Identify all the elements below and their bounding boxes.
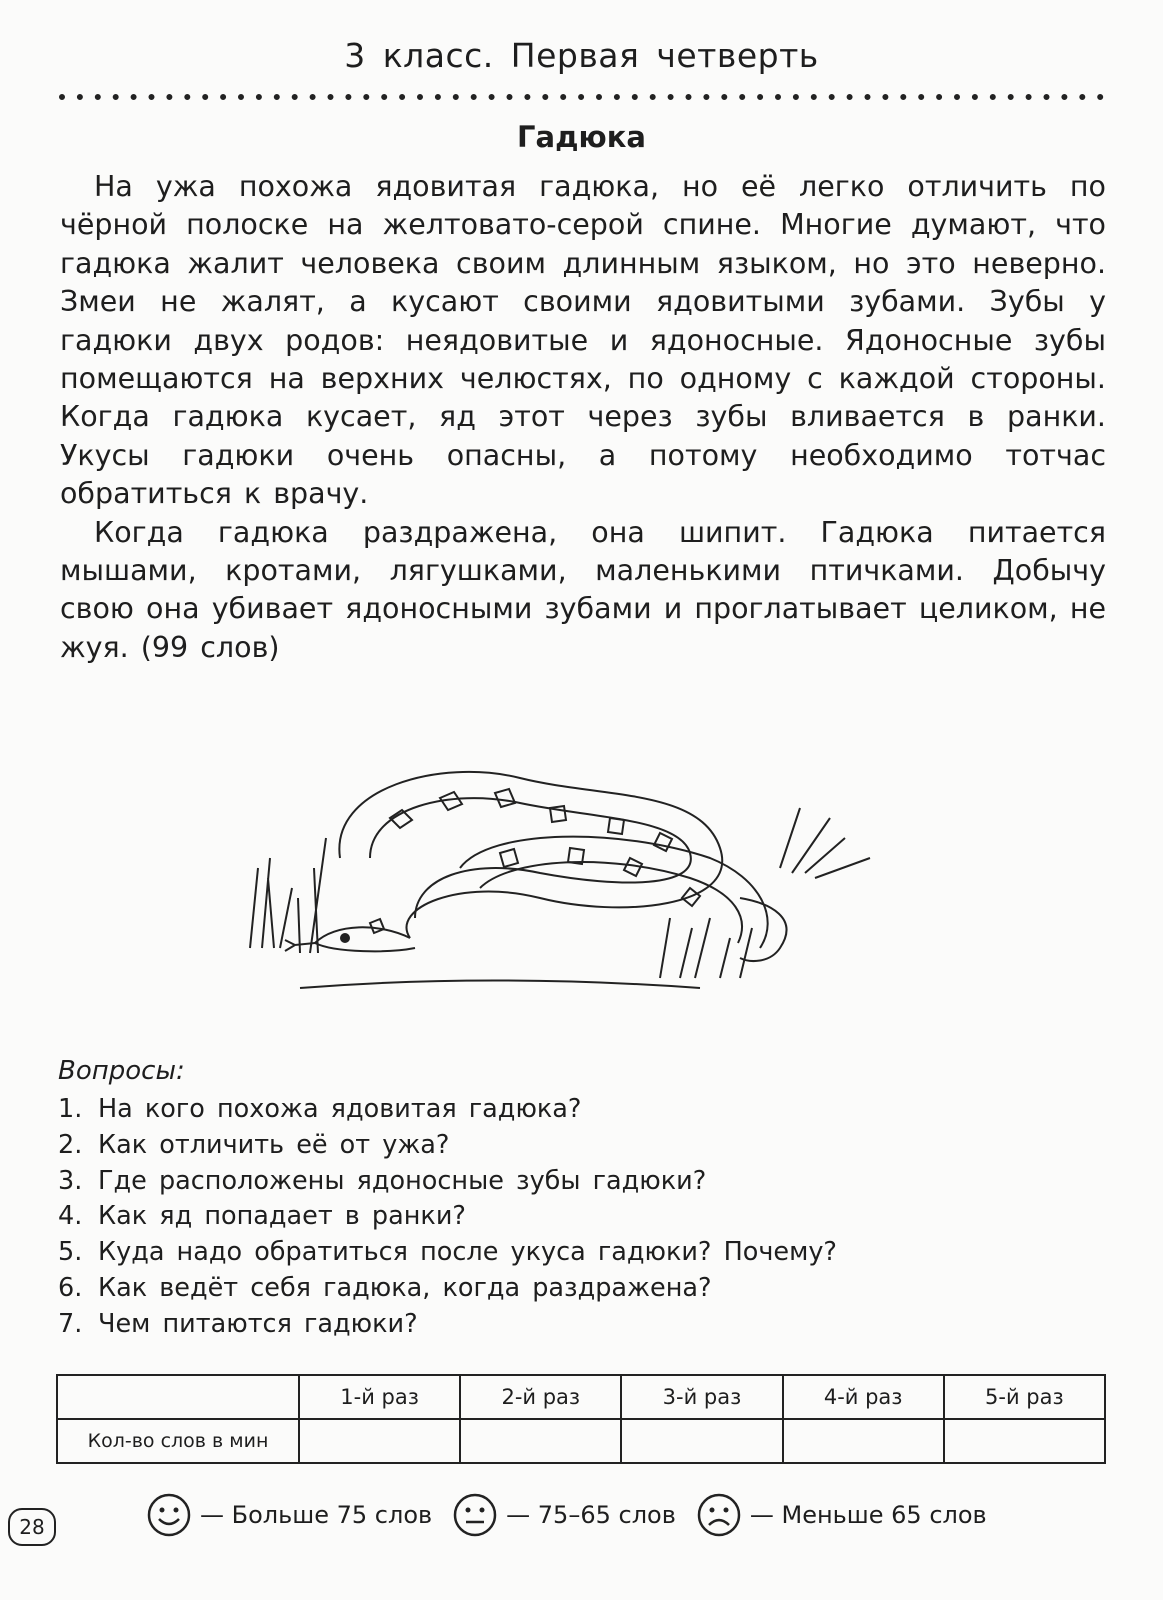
- questions-list: [58, 1092, 837, 1343]
- table-header-cell: 5-й раз: [944, 1375, 1105, 1419]
- table-header-cell: [57, 1375, 299, 1419]
- table-cell[interactable]: [621, 1419, 782, 1463]
- page-header: 3 класс. Первая четверть: [344, 36, 819, 75]
- table-row: [57, 1419, 1105, 1463]
- question-item: [58, 1307, 837, 1343]
- neutral-face-icon: [452, 1492, 498, 1538]
- reading-speed-table: [56, 1374, 1106, 1464]
- table-row-label: Кол-во слов в мин: [57, 1419, 299, 1463]
- legend-text: — Больше 75 слов: [200, 1501, 433, 1529]
- question-number: 7.: [58, 1308, 83, 1339]
- legend-text: — Меньше 65 слов: [749, 1501, 987, 1529]
- legend-item: [696, 1492, 987, 1538]
- story-paragraph-2: Когда гадюка раздражена, она шипит. Гадюка питается мышами, кротами, лягушками, маленькими птичками. Добычу свою она убивает ядоносными зубами и проглатывает целиком, не жуя. (99 слов): [60, 515, 1106, 664]
- table-header-cell: 1-й раз: [299, 1375, 460, 1419]
- question-number: 2.: [58, 1129, 83, 1160]
- question-number: 1.: [58, 1094, 83, 1124]
- legend-item: [452, 1492, 676, 1538]
- question-text: На кого похожа ядовитая гадюка?: [98, 1094, 582, 1124]
- legend-item: [146, 1492, 432, 1538]
- dotted-divider: [58, 92, 1106, 102]
- question-item: [58, 1271, 837, 1307]
- question-text: Где расположены ядоносные зубы гадюки?: [98, 1165, 707, 1196]
- page-number: 28: [8, 1508, 56, 1546]
- question-item: [58, 1128, 837, 1164]
- story-title: Гадюка: [517, 120, 646, 154]
- story-text: [60, 168, 1106, 667]
- legend-text: — 75–65 слов: [506, 1501, 676, 1529]
- question-item: [58, 1235, 837, 1271]
- table-header-row: [57, 1375, 1105, 1419]
- sad-face-icon: [696, 1492, 742, 1538]
- table-header-cell: 3-й раз: [621, 1375, 782, 1419]
- viper-illustration: [240, 748, 880, 1008]
- questions-title: Вопросы:: [58, 1056, 185, 1086]
- question-item: [58, 1092, 837, 1128]
- question-text: Чем питаются гадюки?: [98, 1308, 418, 1339]
- question-number: 3.: [58, 1165, 83, 1196]
- table-header-cell: 2-й раз: [460, 1375, 621, 1419]
- table-header-cell: 4-й раз: [783, 1375, 944, 1419]
- table-cell[interactable]: [299, 1419, 460, 1463]
- table-cell[interactable]: [783, 1419, 944, 1463]
- score-legend: [146, 1492, 1007, 1538]
- question-text: Как яд попадает в ранки?: [98, 1201, 466, 1232]
- question-text: Как отличить её от ужа?: [98, 1129, 450, 1160]
- question-item: [58, 1164, 837, 1200]
- question-number: 6.: [58, 1272, 83, 1303]
- question-text: Как ведёт себя гадюка, когда раздражена?: [98, 1272, 712, 1303]
- question-number: 4.: [58, 1201, 83, 1232]
- question-number: 5.: [58, 1237, 83, 1268]
- question-item: [58, 1199, 837, 1235]
- question-text: Куда надо обратиться после укуса гадюки? Почему?: [98, 1237, 837, 1268]
- story-paragraph-1: На ужа похожа ядовитая гадюка, но её легко отличить по чёрной полоске на желтовато-серой спине. Многие думают, что гадюка жалит человека своим длинным языком, но это неверно. Змеи не жалят, а кусают своими ядовитыми зубами. Зубы у гадюки двух родов: неядовитые и ядоносные. Ядоносные зубы помещаются на верхних челюстях, по одному с каждой стороны. Когда гадюка кусает, яд этот через зубы вливается в ранки. Укусы гадюки очень опасны, а потому необходимо тотчас обратиться к врачу.: [60, 170, 1106, 511]
- happy-face-icon: [146, 1492, 192, 1538]
- table-cell[interactable]: [944, 1419, 1105, 1463]
- table-cell[interactable]: [460, 1419, 621, 1463]
